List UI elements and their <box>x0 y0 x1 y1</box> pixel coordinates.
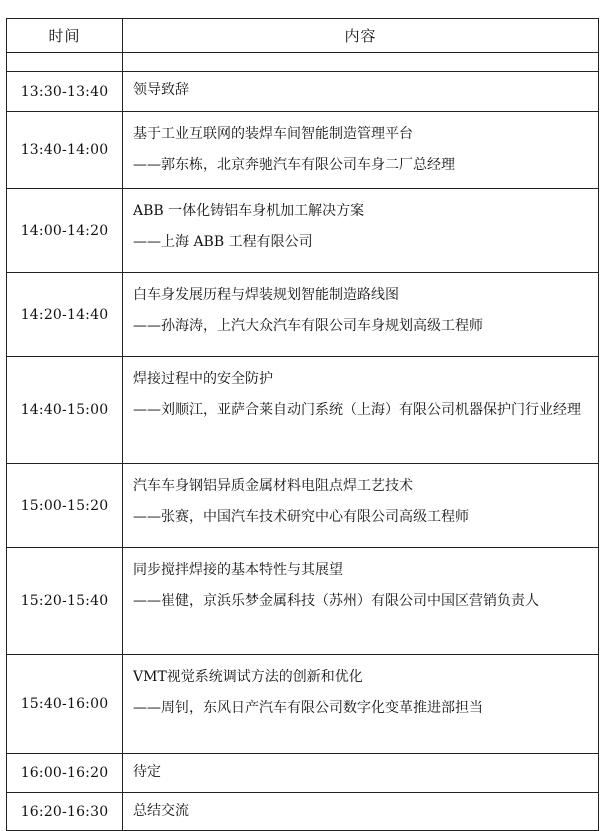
content-cell <box>123 548 599 655</box>
table-row <box>7 754 599 793</box>
content-cell <box>123 273 599 357</box>
table-row <box>7 189 599 273</box>
topic-title: 白车身发展历程与焊装规划智能制造路线图 <box>133 287 399 303</box>
speaker-line: ——崔健，京浜乐梦金属科技（苏州）有限公司中国区营销负责人 <box>133 593 539 609</box>
topic-title: 焊接过程中的安全防护 <box>133 371 273 387</box>
time-cell: 16:20-16:30 <box>7 793 123 831</box>
table-row <box>7 273 599 357</box>
topic-title: 领导致辞 <box>133 82 189 98</box>
time-cell: 13:30-13:40 <box>7 72 123 112</box>
time-cell: 15:20-15:40 <box>7 548 123 655</box>
speaker-line: ——刘顺江，亚萨合莱自动门系统（上海）有限公司机器保护门行业经理 <box>133 402 581 418</box>
content-cell <box>123 793 599 831</box>
speaker-line: ——孙海涛，上汽大众汽车有限公司车身规划高级工程师 <box>133 318 483 334</box>
table-header-row <box>7 19 599 53</box>
speaker-line: ——郭东栋，北京奔驰汽车有限公司车身二厂总经理 <box>133 157 455 173</box>
time-cell: 14:40-15:00 <box>7 357 123 464</box>
agenda-table <box>6 18 599 831</box>
content-cell <box>123 464 599 548</box>
speaker-line: ——上海 ABB 工程有限公司 <box>133 234 313 250</box>
topic-title: 同步搅拌焊接的基本特性与其展望 <box>133 562 343 578</box>
table-row <box>7 112 599 189</box>
content-column-header: 内容 <box>123 19 599 53</box>
time-cell: 15:00-15:20 <box>7 464 123 548</box>
speaker-line: ——周钊，东风日产汽车有限公司数字化变革推进部担当 <box>133 700 483 716</box>
content-cell <box>123 754 599 793</box>
speaker-line: ——张赛，中国汽车技术研究中心有限公司高级工程师 <box>133 509 469 525</box>
time-cell: 15:40-16:00 <box>7 655 123 754</box>
table-row <box>7 655 599 754</box>
topic-title: 待定 <box>133 764 161 780</box>
topic-title: VMT视觉系统调试方法的创新和优化 <box>133 669 363 685</box>
schedule-sheet <box>6 18 598 831</box>
time-column-header: 时间 <box>7 19 123 53</box>
topic-title: ABB 一体化铸铝车身机加工解决方案 <box>133 203 365 219</box>
content-cell <box>123 189 599 273</box>
time-cell: 14:20-14:40 <box>7 273 123 357</box>
topic-title: 总结交流 <box>133 803 189 819</box>
content-cell <box>123 72 599 112</box>
content-cell <box>123 112 599 189</box>
time-cell: 16:00-16:20 <box>7 754 123 793</box>
content-cell <box>123 357 599 464</box>
table-row <box>7 464 599 548</box>
content-cell <box>123 655 599 754</box>
header-spacer-row <box>7 53 599 72</box>
table-row <box>7 793 599 831</box>
table-row <box>7 357 599 464</box>
topic-title: 汽车车身钢铝异质金属材料电阻点焊工艺技术 <box>133 478 413 494</box>
time-cell: 13:40-14:00 <box>7 112 123 189</box>
topic-title: 基于工业互联网的装焊车间智能制造管理平台 <box>133 126 413 142</box>
table-row <box>7 72 599 112</box>
time-cell: 14:00-14:20 <box>7 189 123 273</box>
table-row <box>7 548 599 655</box>
